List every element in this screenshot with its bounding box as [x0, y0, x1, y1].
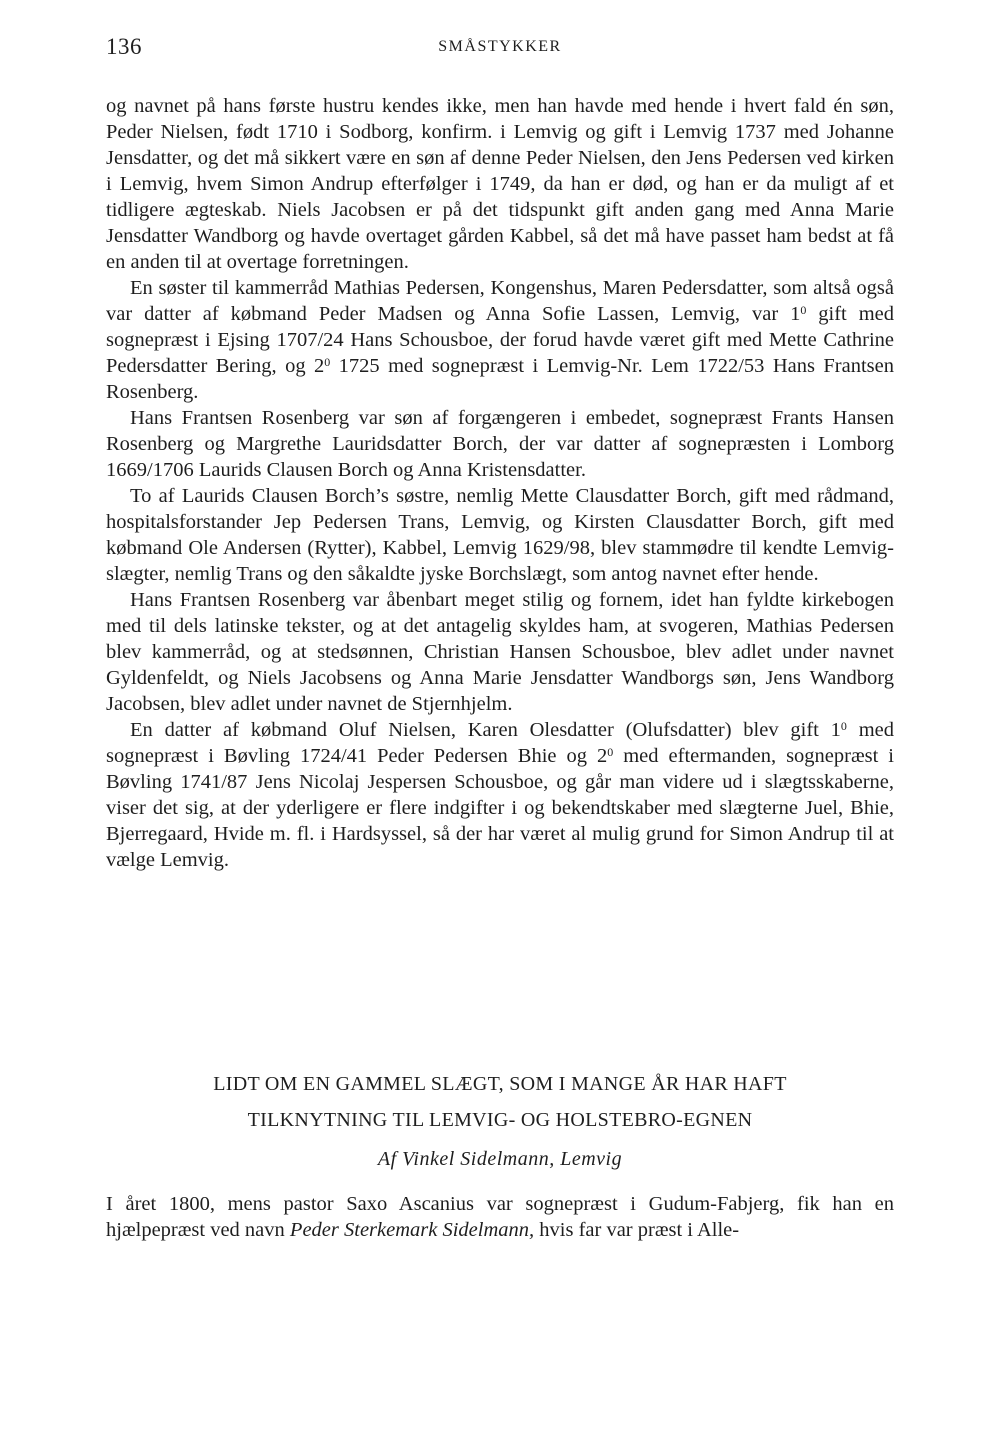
paragraph: [106, 717, 894, 873]
paragraph-text: En datter af købmand Oluf Nielsen, Karen Olesdatter (Olufsdatter) blev gift 1: [130, 719, 841, 741]
paragraph-text: Hans Frantsen Rosenberg var søn af forgængeren i embedet, sognepræst Frants Hansen Rosenberg og Margrethe Lauridsdatter Borch, der var datter af sognepræsten i Lomborg 1669/1706 Laurids Clausen Borch og Anna Kristensdatter.: [106, 407, 894, 481]
paragraph: [106, 275, 894, 405]
paragraph-text: Hans Frantsen Rosenberg var åbenbart meget stilig og fornem, idet han fyldte kirkebogen med til dels latinske tekster, og at det antagelig skyldes ham, at svogeren, Mathias Pedersen blev kammerråd, og at stedsønnen, Christian Hansen Schousboe, blev adlet under navnet Gyldenfeldt, og Niels Jacobsens og Anna Marie Jensdatter Wandborgs søn, Jens Wandborg Jacobsen, blev adlet under navnet de Stjernhjelm.: [106, 589, 894, 715]
paragraph: [106, 1191, 894, 1243]
paragraph-text: To af Laurids Clausen Borch’s søstre, nemlig Mette Clausdatter Borch, gift med rådmand, hospitalsforstander Jep Pedersen Trans, Lemvig, og Kirsten Clausdatter Borch, gift med købmand Ole Andersen (Rytter), Kabbel, Lemvig 1629/98, blev stammødre til kendte Lemvig-slægter, nemlig Trans og den såkaldte jyske Borchslægt, som antog navnet efter hende.: [106, 485, 894, 585]
running-head: SMÅSTYKKER: [438, 38, 562, 55]
paragraph-text: hvis far var præst i Alle-: [534, 1219, 740, 1241]
paragraph-text: gift med sognepræst i Ejsing 1707/24 Hans Schousboe, der forud havde været gift med Mette Cathrine Pedersdatter Bering, og 2: [106, 303, 894, 377]
paragraph-text: 1725 med sognepræst i Lemvig-Nr. Lem 1722/53 Hans Frantsen Rosenberg.: [106, 355, 894, 403]
article-title-line-1: LIDT OM EN GAMMEL SLÆGT, SOM I MANGE ÅR HAR HAFT: [213, 1073, 787, 1095]
paragraph-text: og navnet på hans første hustru kendes ikke, men han havde med hende i hvert fald én søn, Peder Nielsen, født 1710 i Sodborg, konfirm. i Lemvig og gift i Lemvig 1737 med Johanne Jensdatter, og det må sikkert være en søn af denne Peder Nielsen, den Jens Pedersen ved kirken i Lemvig, hvem Simon Andrup efterfølger i 1749, da han er død, og han er da muligt af et tidligere ægteskab. Niels Jacobsen er på det tidspunkt gift anden gang med Anna Marie Jensdatter Wandborg og havde overtaget gården Kabbel, så det må have passet ham bedst at få en anden til at overtage forretningen.: [106, 95, 894, 273]
paragraph-text: med eftermanden, sognepræst i Bøvling 1741/87 Jens Nicolaj Jespersen Schousboe, og går man videre ud i slægtsskaberne, viser det sig, at der yderligere er flere indgifter i og bekendtskaber med slægterne Juel, Bhie, Bjerregaard, Hvide m. fl. i Hardsyssel, så der har været al mulig grund for Simon Andrup til at vælge Lemvig.: [106, 745, 894, 871]
body-text: [106, 93, 894, 873]
paragraph: [106, 93, 894, 275]
article-intro: [106, 1191, 894, 1243]
paragraph: [106, 587, 894, 717]
superscript: 0: [607, 745, 614, 759]
paragraph: [106, 483, 894, 587]
superscript: 0: [324, 355, 331, 369]
page-number: 136: [106, 34, 142, 59]
person-name: Peder Sterkemark Sidelmann,: [289, 1219, 535, 1241]
paragraph-text: med sognepræst i Bøvling 1724/41 Peder Pedersen Bhie og 2: [106, 719, 895, 767]
paragraph: [106, 405, 894, 483]
superscript: 0: [800, 303, 807, 317]
article-title-line-2: TILKNYTNING TIL LEMVIG- OG HOLSTEBRO-EGNEN: [247, 1109, 753, 1131]
article-byline: Af Vinkel Sidelmann, Lemvig: [377, 1148, 623, 1170]
paragraph-text: En søster til kammerråd Mathias Pedersen, Kongenshus, Maren Pedersdatter, som altså også var datter af købmand Peder Madsen og Anna Sofie Lassen, Lemvig, var 1: [106, 277, 894, 325]
superscript: 0: [840, 719, 847, 733]
paragraph-text: I året 1800, mens pastor Saxo Ascanius var sognepræst i Gudum-Fabjerg, fik han en hjælpepræst ved navn: [106, 1193, 894, 1241]
